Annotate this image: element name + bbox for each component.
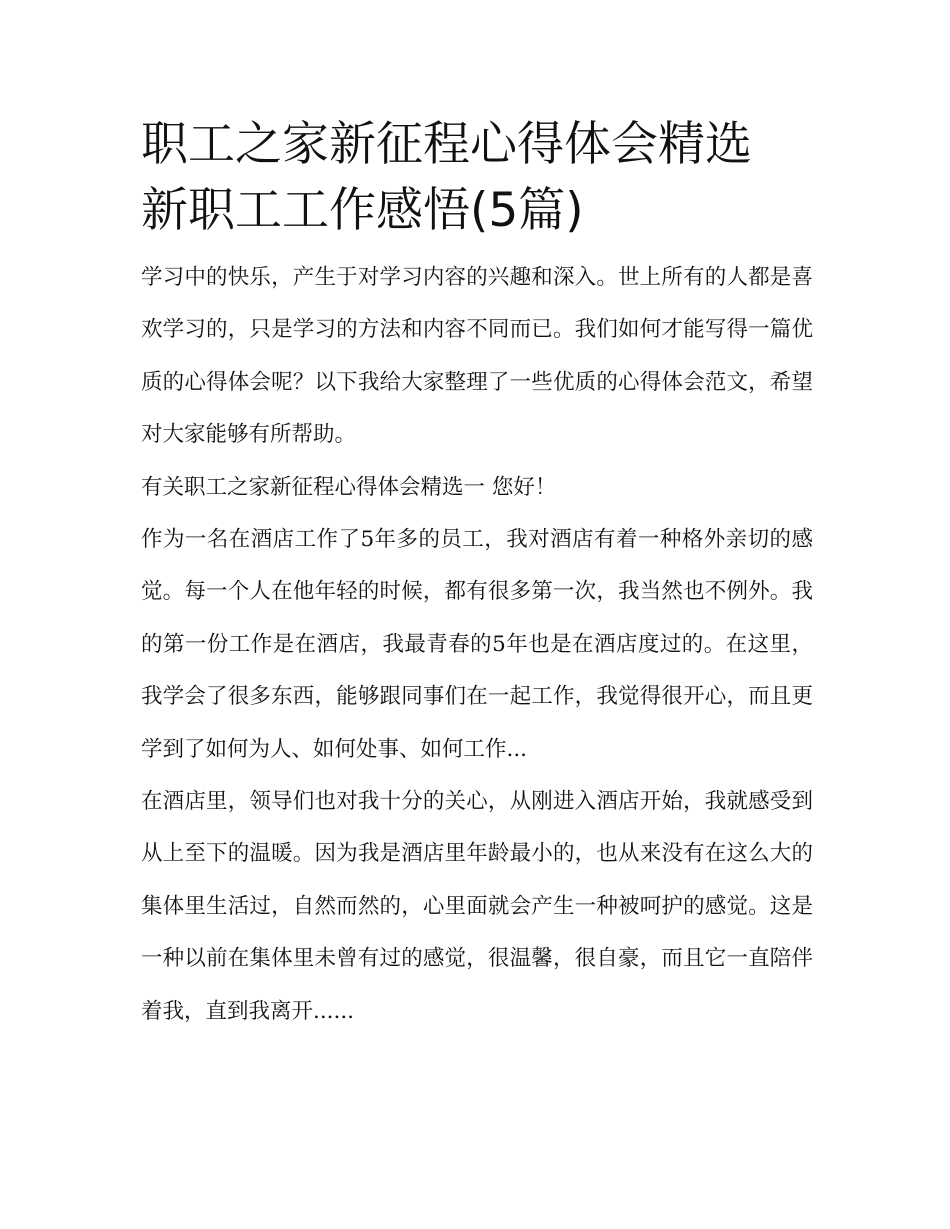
title-line-2: 新职工工作感悟(5篇) [141, 183, 584, 238]
body-paragraph-1: 作为一名在酒店工作了5年多的员工，我对酒店有着一种格外亲切的感觉。每一个人在他年轻的时候，都有很多第一次，我当然也不例外。我的第一份工作是在酒店，我最青春的5年也是在酒店度过的。在这里，我学会了很多东西，能够跟同事们在一起工作，我觉得很开心，而且更学到了如何为人、如何处事、如何工作... [141, 527, 813, 762]
section-heading-paragraph: 有关职工之家新征程心得体会精选一 您好！ [141, 474, 557, 500]
document-title [141, 112, 813, 244]
document-body [141, 112, 813, 1038]
intro-paragraph: 学习中的快乐，产生于对学习内容的兴趣和深入。世上所有的人都是喜欢学习的，只是学习的方法和内容不同而已。我们如何才能写得一篇优质的心得体会呢？以下我给大家整理了一些优质的心得体会范文，希望对大家能够有所帮助。 [141, 265, 813, 448]
title-line-1: 职工之家新征程心得体会精选 [141, 117, 752, 172]
body-paragraph-2: 在酒店里，领导们也对我十分的关心，从刚进入酒店开始，我就感受到从上至下的温暖。因为我是酒店里年龄最小的，也从来没有在这么大的集体里生活过，自然而然的，心里面就会产生一种被呵护的感觉。这是一种以前在集体里未曾有过的感觉，很温馨，很自豪，而且它一直陪伴着我，直到我离开...... [141, 789, 813, 1024]
